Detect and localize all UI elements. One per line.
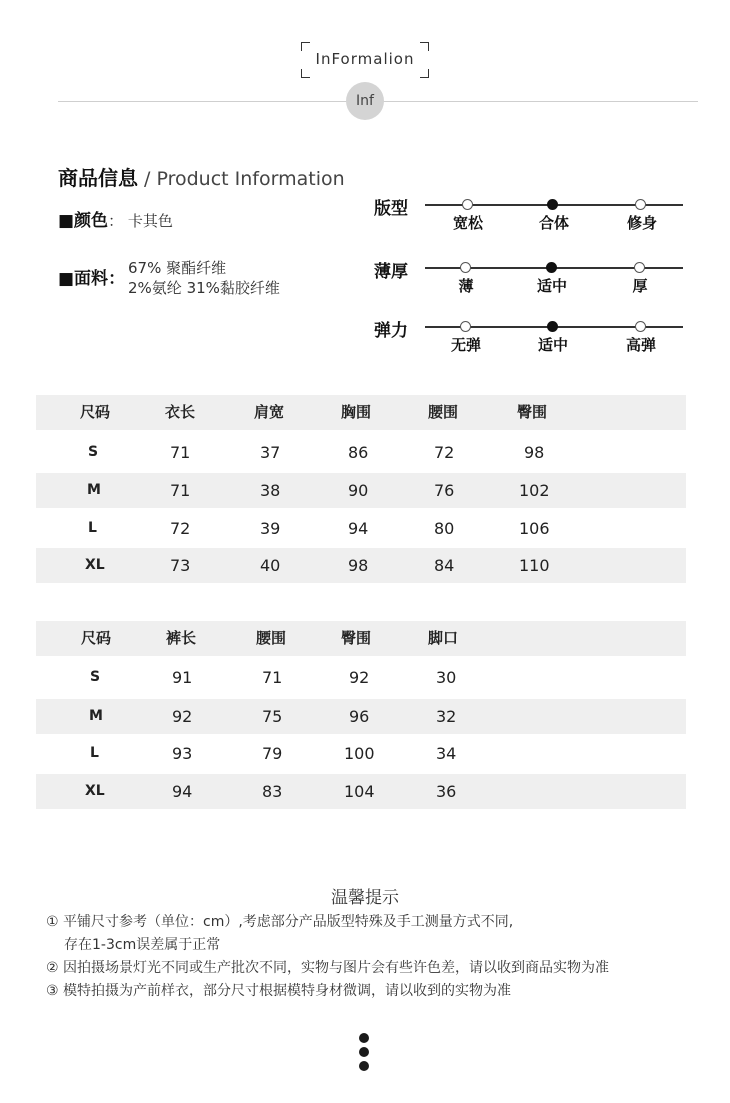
tip-line: ③ 模特拍摄为产前样衣，部分尺寸根据模特身材微调，请以收到的实物为准 [46,983,511,999]
scale-label: 薄厚 [374,262,408,282]
size-cell: L [88,520,97,536]
table-cell: 79 [262,744,283,763]
scale-option: 适中 [537,336,568,354]
table-header-cell: 衣长 [165,403,196,421]
table-cell: 94 [172,782,193,801]
badge-text: InFormalion [315,50,415,68]
table-header-cell: 腰围 [428,403,459,421]
fabric-line-1: 67% 聚酯纤维 [128,259,227,277]
table-cell: 83 [262,782,283,801]
table-header-cell: 裤长 [166,629,197,647]
scale-option: 无弹 [450,336,481,354]
scale-label: 版型 [374,199,408,219]
table-cell: 30 [436,668,457,687]
tip-line: 存在1-3cm误差属于正常 [64,937,221,953]
size-cell: S [88,444,99,460]
table-cell: 34 [436,744,457,763]
tips-title: 温馨提示 [331,888,399,908]
table-cell: 71 [170,443,191,462]
scale-elasticity [374,316,694,356]
color-colon: ： [108,212,124,230]
table-cell: 110 [519,556,550,575]
table-cell: 91 [172,668,193,687]
table-cell: 90 [348,481,369,500]
scale-dot-selected-icon [547,199,558,210]
info-badge [301,42,429,78]
size-cell: L [90,745,99,761]
scale-label: 弹力 [374,321,408,341]
fabric-line-2: 2%氨纶 31%黏胶纤维 [128,279,280,297]
table-row [36,699,686,734]
table-cell: 102 [519,481,550,500]
title-en: Product Information [156,168,345,190]
table-cell: 73 [170,556,191,575]
table-cell: 98 [524,443,545,462]
table-cell: 100 [344,744,375,763]
table-cell: 71 [262,668,283,687]
scale-option: 适中 [536,277,567,295]
color-attribute [58,206,173,231]
table-cell: 84 [434,556,455,575]
scale-dot-icon [635,199,646,210]
table-cell: 37 [260,443,281,462]
table-header-cell: 脚口 [428,629,459,647]
tip-line: ① 平铺尺寸参考（单位：cm）,考虑部分产品版型特殊及手工测量方式不同, [46,914,514,930]
corner-bracket-icon [301,69,310,78]
scale-dot-selected-icon [546,262,557,273]
table-header-cell: 臀围 [517,403,548,421]
table-row [36,660,686,695]
corner-bracket-icon [420,69,429,78]
size-cell: M [87,482,101,498]
scale-option: 修身 [626,214,657,232]
size-cell: XL [85,557,105,573]
table-header-row [36,621,686,656]
table-header-cell: 腰围 [256,629,287,647]
table-header-row [36,395,686,430]
table-cell: 106 [519,519,550,538]
scale-dot-selected-icon [547,321,558,332]
size-cell: S [90,669,101,685]
scale-dot-icon [634,262,645,273]
table-cell: 94 [348,519,369,538]
scale-dot-icon [635,321,646,332]
table-header-cell: 胸围 [341,403,372,421]
fabric-label: ■面料 [58,269,109,289]
inf-circle-badge: Inf [346,82,384,120]
tip-line: ② 因拍摄场景灯光不同或生产批次不同，实物与图片会有些许色差，请以收到商品实物为准 [46,960,609,976]
table-cell: 86 [348,443,369,462]
scale-thickness [374,257,694,297]
table-row [36,736,686,771]
fabric-label-group [58,264,125,289]
table-cell: 36 [436,782,457,801]
table-cell: 92 [349,668,370,687]
size-cell: XL [85,783,105,799]
table-cell: 40 [260,556,281,575]
table-cell: 98 [348,556,369,575]
title-sep: / [138,168,157,190]
product-info-title [58,162,345,191]
color-value: 卡其色 [127,212,173,230]
table-cell: 80 [434,519,455,538]
table-row [36,548,686,583]
table-header-cell: 肩宽 [254,403,285,421]
table-cell: 39 [260,519,281,538]
table-cell: 92 [172,707,193,726]
scale-option: 宽松 [452,214,483,232]
table-row [36,473,686,508]
table-header-cell: 尺码 [80,403,111,421]
scale-dot-icon [462,199,473,210]
table-row [36,511,686,546]
scale-option: 合体 [538,214,569,232]
scale-option: 薄 [458,277,474,295]
fabric-colon: ： [108,269,126,289]
table-cell: 72 [434,443,455,462]
table-cell: 38 [260,481,281,500]
title-cn: 商品信息 [58,166,138,190]
table-cell: 75 [262,707,283,726]
table-header-cell: 尺码 [81,629,112,647]
table-cell: 104 [344,782,375,801]
table-cell: 72 [170,519,191,538]
table-cell: 32 [436,707,457,726]
size-cell: M [89,708,103,724]
scale-option: 高弹 [625,336,656,354]
table-header-cell: 臀围 [341,629,372,647]
scale-dot-icon [460,321,471,332]
table-cell: 71 [170,481,191,500]
scale-dot-icon [460,262,471,273]
scale-option: 厚 [632,277,648,295]
color-label: ■颜色 [58,211,109,231]
more-dots-icon [358,1033,370,1073]
scale-fit [374,194,694,234]
table-row [36,435,686,470]
table-cell: 96 [349,707,370,726]
table-row [36,774,686,809]
table-cell: 76 [434,481,455,500]
table-cell: 93 [172,744,193,763]
